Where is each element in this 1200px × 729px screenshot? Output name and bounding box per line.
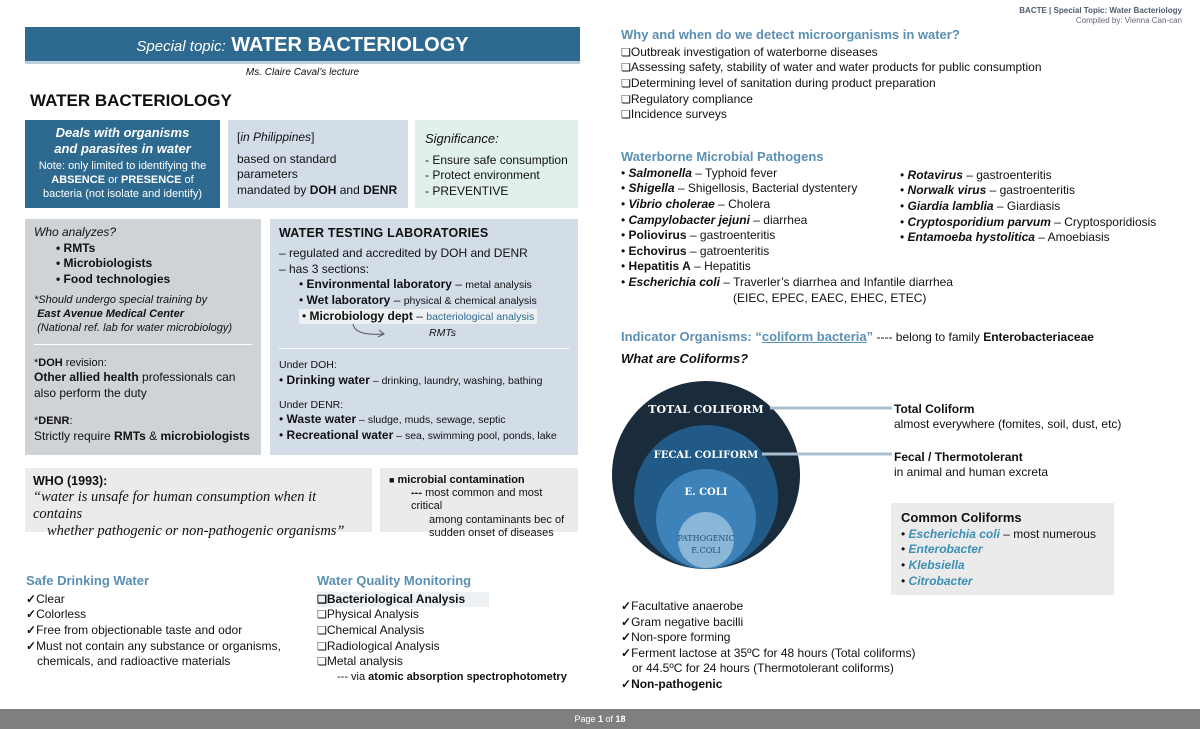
- total-coliform-ring-label: TOTAL COLIFORM: [648, 403, 764, 416]
- via-method: atomic absorption spectrophotometry: [368, 670, 567, 683]
- denr-rmts: RMTs: [114, 429, 146, 443]
- safe-water-section: [26, 573, 296, 670]
- monitoring-item: ❏ Bacteriological Analysis: [317, 592, 489, 608]
- pathogen-name: Salmonella: [628, 165, 692, 180]
- pathogenic-ecoli-label: E.COLI: [691, 546, 721, 555]
- trait-item: ✓ Non-pathogenic: [621, 677, 951, 693]
- common-title: Common Coliforms: [901, 510, 1022, 525]
- lab-section-name: Microbiology dept: [309, 308, 413, 323]
- monitoring-item: ❏ Chemical Analysis: [317, 623, 577, 639]
- philippines-box: [228, 120, 408, 208]
- pathogen-disease: – Typhoid fever: [691, 165, 778, 180]
- monitoring-item: ❏ Physical Analysis: [317, 607, 577, 623]
- under-doh: Under DOH:: [279, 359, 337, 372]
- contam-line1: most common and most critical: [411, 487, 543, 513]
- pathogen-item: • Echovirus – gatroenteritis: [621, 243, 770, 258]
- rmts-pointer: [279, 324, 569, 342]
- safe-item-cont: chemicals, and radioactive materials: [37, 654, 231, 669]
- contamination-title: microbial contamination: [397, 474, 525, 486]
- common-coliforms-box: [891, 503, 1114, 595]
- trait-item: ✓ Ferment lactose at 35ºC for 48 hours (Total coliforms): [621, 646, 951, 662]
- denr-amp: &: [149, 429, 158, 443]
- safe-water-title: Safe Drinking Water: [26, 573, 150, 588]
- who-quote-title: WHO (1993):: [33, 474, 108, 488]
- banner-title: WATER BACTERIOLOGY: [231, 34, 469, 56]
- coliform-name: Enterobacter: [908, 542, 983, 557]
- pathogen-disease: – diarrhea: [749, 212, 808, 227]
- ph-line1: based on standard parameters: [237, 151, 337, 182]
- lab-section: • Wet laboratory – physical & chemical analysis: [299, 293, 537, 308]
- denr-colon: :: [69, 415, 73, 428]
- total-coliform-desc: almost everywhere (fomites, soil, dust, etc): [894, 417, 1122, 431]
- trait-item: ✓ Gram negative bacilli: [621, 615, 951, 631]
- doh-label: DOH: [38, 356, 63, 369]
- via-pre: --- via: [337, 670, 366, 683]
- pathogen-item: • Escherichia coli – Traverler’s diarrhea and Infantile diarrhea: [621, 275, 953, 290]
- pathogen-name: Rotavirus: [907, 167, 963, 182]
- indicator-term: coliform bacteria: [761, 329, 867, 344]
- ph-denr: DENR: [363, 182, 398, 197]
- indicator-family: Enterobacteriaceae: [983, 330, 1094, 344]
- safe-item: ✓ Clear: [26, 592, 296, 608]
- significance-title: Significance:: [425, 131, 499, 146]
- monitoring-item: ❏ Radiological Analysis: [317, 639, 577, 655]
- total-coliform-label: Total Coliform: [894, 402, 975, 416]
- safe-item: ✓ Must not contain any substance or organisms,: [26, 639, 296, 655]
- monitoring-title: Water Quality Monitoring: [317, 573, 472, 588]
- trait-item: ✓ Facultative anaerobe: [621, 599, 951, 615]
- who-analyzes-title: Who analyzes?: [34, 225, 117, 239]
- denr-water-desc: – sea, swimming pool, ponds, lake: [393, 429, 557, 442]
- pathogen-name: Shigella: [628, 181, 675, 196]
- pathogen-item: • Giardia lamblia – Giardiasis: [900, 199, 1061, 214]
- contam-line2: among contaminants bec of: [429, 513, 565, 526]
- monitoring-item: ❏ Metal analysis: [317, 654, 577, 670]
- coliforms-question: What are Coliforms?: [621, 350, 749, 366]
- why-item: ❏ Incidence surveys: [621, 107, 1181, 123]
- divider: [34, 344, 252, 345]
- common-item: • Enterobacter: [901, 542, 983, 557]
- common-item: • Escherichia coli – most numerous: [901, 526, 1096, 541]
- presence-word: PRESENCE: [120, 173, 182, 186]
- pathogen-name: Cryptosporidium parvum: [907, 214, 1051, 229]
- pathogen-name: Campylobacter jejuni: [628, 212, 750, 227]
- indicator-prefix: Indicator Organisms: “: [621, 329, 762, 344]
- significance-item: - Protect environment: [425, 168, 540, 183]
- banner-prefix: Special topic:: [136, 38, 226, 55]
- indicator-section: [621, 329, 1181, 368]
- lab-section-desc: bacteriological analysis: [426, 310, 535, 323]
- pathogen-disease: – Shigellosis, Bacterial dystentery: [674, 181, 858, 196]
- water-labs-box: [270, 219, 578, 455]
- pathogen-disease: – Amoebiasis: [1034, 230, 1110, 245]
- ecoli-ring-label: E. COLI: [684, 487, 728, 498]
- pathogen-disease: – Giardiasis: [993, 199, 1061, 214]
- labs-title: WATER TESTING LABORATORIES: [279, 226, 489, 240]
- pathogen-item: • Cryptosporidium parvum – Cryptosporidiosis: [900, 214, 1157, 229]
- significance-item: - PREVENTIVE: [425, 184, 509, 199]
- labs-line1: – regulated and accredited by DOH and DENR: [279, 246, 528, 261]
- page-number: 1: [597, 714, 603, 724]
- fecal-coliform-ring-label: FECAL COLIFORM: [653, 450, 759, 461]
- denr-water-desc: – sludge, muds, sewage, septic: [356, 414, 506, 427]
- fecal-desc: in animal and human excreta: [894, 465, 1049, 479]
- indicator-belong: ---- belong to family: [876, 330, 980, 344]
- indicator-line: [621, 329, 1181, 346]
- pathogen-item: • Campylobacter jejuni – diarrhea: [621, 212, 808, 227]
- analyst-item: • Microbiologists: [56, 256, 153, 271]
- why-item: ❏ Assessing safety, stability of water and water products for public consumption: [621, 60, 1181, 76]
- ph-and: and: [339, 182, 360, 197]
- or-word: or: [108, 173, 118, 186]
- analyst-item: • RMTs: [56, 240, 96, 255]
- analyst-item: • Food technologies: [56, 271, 171, 286]
- note-pre: Note: only limited to identifying the: [38, 160, 207, 173]
- training-ref: (National ref. lab for water microbiology): [37, 321, 233, 334]
- compiled-by: Compiled by: Vienna Can-can: [1075, 15, 1182, 25]
- under-denr: Under DENR:: [279, 398, 344, 411]
- analyst-label: RMTs: [63, 240, 96, 255]
- page-title: WATER BACTERIOLOGY: [30, 91, 232, 110]
- lab-section: • Microbiology dept – bacteriological analysis: [299, 309, 537, 325]
- trait-item: ✓ Non-spore forming: [621, 630, 951, 646]
- pathogen-name: Hepatitis A: [628, 259, 691, 274]
- lab-dash: –: [451, 277, 466, 292]
- pathogen-disease: – gastroenteritis: [686, 228, 776, 243]
- common-item: • Klebsiella: [901, 558, 965, 573]
- contam-line3: sudden onset of diseases: [429, 526, 554, 539]
- pathogens-section: [621, 149, 1181, 306]
- lab-section-desc: metal analysis: [465, 279, 532, 292]
- why-title: Why and when do we detect microorganisms in water?: [621, 27, 960, 42]
- analyst-label: Microbiologists: [63, 256, 153, 271]
- curved-arrow-icon: [349, 324, 389, 340]
- doh-bold: Other allied health: [34, 370, 139, 385]
- indicator-suffix: ”: [866, 329, 874, 344]
- denr-pre: Strictly require: [34, 429, 111, 443]
- who-quote-line1: “water is unsafe for human consumption when it contains: [33, 489, 317, 522]
- common-item: • Citrobacter: [901, 573, 973, 588]
- lab-section-desc: physical & chemical analysis: [403, 295, 537, 308]
- pathogen-name: Entamoeba hystolitica: [907, 230, 1035, 245]
- who-quote-box: [25, 468, 372, 539]
- pathogen-item: • Poliovirus – gastroenteritis: [621, 228, 776, 243]
- deals-box: [25, 120, 220, 208]
- page-header: [1019, 6, 1182, 25]
- doh-water-name: Drinking water: [286, 373, 370, 387]
- pathogen-item: • Vibrio cholerae – Cholera: [621, 197, 771, 212]
- pathogen-name: Giardia lamblia: [907, 199, 994, 214]
- why-detect-section: [621, 27, 1181, 123]
- contam-dash: ---: [411, 487, 422, 500]
- pathogen-name: Vibrio cholerae: [628, 197, 715, 212]
- labs-line2: – has 3 sections:: [279, 261, 370, 276]
- bracket-open: [: [237, 130, 241, 144]
- pathogen-disease: – gastroenteritis: [986, 183, 1075, 198]
- bracket-close: ]: [311, 130, 315, 144]
- via-line: [317, 670, 577, 684]
- doh-revision: *DOH revision: Other allied health professionals can also perform the duty: [34, 356, 236, 400]
- pathogen-item: • Shigella – Shigellosis, Bacterial dystentery: [621, 181, 858, 196]
- pathogens-right-list: [900, 168, 1180, 246]
- lab-dash: –: [412, 308, 427, 323]
- doh-rest: professionals can: [142, 370, 236, 385]
- fecal-label: Fecal / Thermotolerant: [894, 450, 1023, 464]
- denr-water-name: Recreational water: [286, 427, 394, 442]
- who-analyzes-box: [25, 219, 261, 455]
- ph-doh: DOH: [309, 182, 337, 197]
- lab-dash: –: [390, 293, 404, 308]
- pathogen-name: Echovirus: [628, 243, 687, 258]
- coliform-desc: – most numerous: [999, 526, 1096, 541]
- denr-water-name: Waste water: [286, 412, 357, 427]
- pathogen-item: • Rotavirus – gastroenteritis: [900, 167, 1052, 182]
- lab-section-name: Environmental laboratory: [306, 277, 452, 292]
- pathogen-disease: – Cryptosporidiosis: [1050, 214, 1157, 229]
- doh-water-item: • Drinking water – drinking, laundry, washing, bathing: [279, 373, 543, 387]
- pathogen-disease: – Hepatitis: [690, 259, 751, 274]
- divider: [279, 348, 569, 349]
- pathogenic-label: PATHOGENIC: [677, 534, 735, 543]
- significance-box: [415, 120, 578, 208]
- who-quote-line2: whether pathogenic or non-pathogenic organisms”: [47, 522, 345, 539]
- safe-item: ✓ Free from objectionable taste and odor: [26, 623, 296, 639]
- pathogens-title: Waterborne Microbial Pathogens: [621, 149, 824, 164]
- of-word: of: [184, 173, 194, 186]
- denr-requirement: *DENR: Strictly require RMTs & microbiologists: [34, 415, 250, 443]
- lab-section: • Environmental laboratory – metal analysis: [299, 277, 532, 292]
- deals-heading-2: and parasites in water: [54, 140, 191, 156]
- ph-mandated: mandated by: [237, 182, 307, 197]
- contamination-box: [380, 468, 578, 539]
- significance-item: - Ensure safe consumption: [425, 152, 568, 167]
- denr-water-item: • Waste water – sludge, muds, sewage, septic: [279, 412, 506, 427]
- coliform-name: Klebsiella: [908, 558, 965, 573]
- page-footer: [0, 709, 1200, 729]
- doh-rev: revision:: [65, 356, 107, 369]
- analyst-label: Food technologies: [63, 271, 171, 286]
- monitoring-section: [317, 573, 577, 684]
- training-line1: Should undergo special training by: [38, 294, 208, 307]
- pathogen-name: Escherichia coli: [628, 275, 720, 290]
- why-item: ❏ Regulatory compliance: [621, 92, 1181, 108]
- page-total: 18: [615, 714, 626, 724]
- deals-heading-1: Deals with organisms: [55, 125, 190, 140]
- pathogen-item: • Hepatitis A – Hepatitis: [621, 259, 751, 274]
- pathogen-name: Poliovirus: [628, 228, 687, 243]
- absence-word: ABSENCE: [51, 173, 106, 186]
- ecoli-types: (EIEC, EPEC, EAEC, EHEC, ETEC): [733, 290, 927, 305]
- denr-micro: microbiologists: [160, 429, 250, 443]
- why-item: ❏ Outbreak investigation of waterborne diseases: [621, 45, 1181, 61]
- doh-rest2: also perform the duty: [34, 385, 147, 400]
- pathogen-item: • Norwalk virus – gastroenteritis: [900, 183, 1075, 198]
- pathogen-disease: – gatroenteritis: [686, 243, 770, 258]
- title-banner: [25, 27, 580, 64]
- note-star: *: [34, 294, 39, 307]
- pathogen-item: • Entamoeba hystolitica – Amoebiasis: [900, 230, 1110, 245]
- pathogen-item: • Salmonella – Typhoid fever: [621, 165, 778, 180]
- denr-label: DENR: [38, 415, 70, 428]
- coliform-name: Escherichia coli: [908, 526, 1000, 541]
- note-post: bacteria (not isolate and identify): [43, 187, 202, 200]
- of-label: of: [605, 714, 614, 724]
- doh-water-desc: – drinking, laundry, washing, bathing: [369, 375, 543, 387]
- pathogen-disease: – Traverler’s diarrhea and Infantile diarrhea: [719, 275, 953, 290]
- square-bullet-icon: ■: [389, 475, 395, 485]
- why-item: ❏ Determining level of sanitation during product preparation: [621, 76, 1181, 92]
- page-label: Page: [574, 714, 596, 724]
- safe-item: ✓ Colorless: [26, 607, 296, 623]
- training-note: [34, 294, 252, 335]
- coliform-traits: [621, 599, 951, 693]
- denr-water-item: • Recreational water – sea, swimming pool, ponds, lake: [279, 427, 557, 442]
- deals-note: [25, 160, 220, 201]
- course-header: BACTE | Special Topic: Water Bacteriology: [1019, 6, 1182, 15]
- pathogen-disease: – Cholera: [714, 197, 771, 212]
- lecture-credit: Ms. Claire Caval’s lecture: [245, 67, 360, 78]
- coliform-name: Citrobacter: [908, 573, 973, 588]
- rmts-label: RMTs: [429, 327, 457, 340]
- philippines-label: in Philippines: [240, 130, 312, 144]
- training-center: East Avenue Medical Center: [37, 308, 184, 321]
- trait-item-cont: or 44.5ºC for 24 hours (Thermotolerant coliforms): [632, 661, 894, 676]
- pathogen-disease: – gastroenteritis: [962, 167, 1052, 182]
- lab-section-name: Wet laboratory: [306, 293, 391, 308]
- pathogen-name: Norwalk virus: [907, 183, 987, 198]
- ph-line2: [237, 183, 399, 199]
